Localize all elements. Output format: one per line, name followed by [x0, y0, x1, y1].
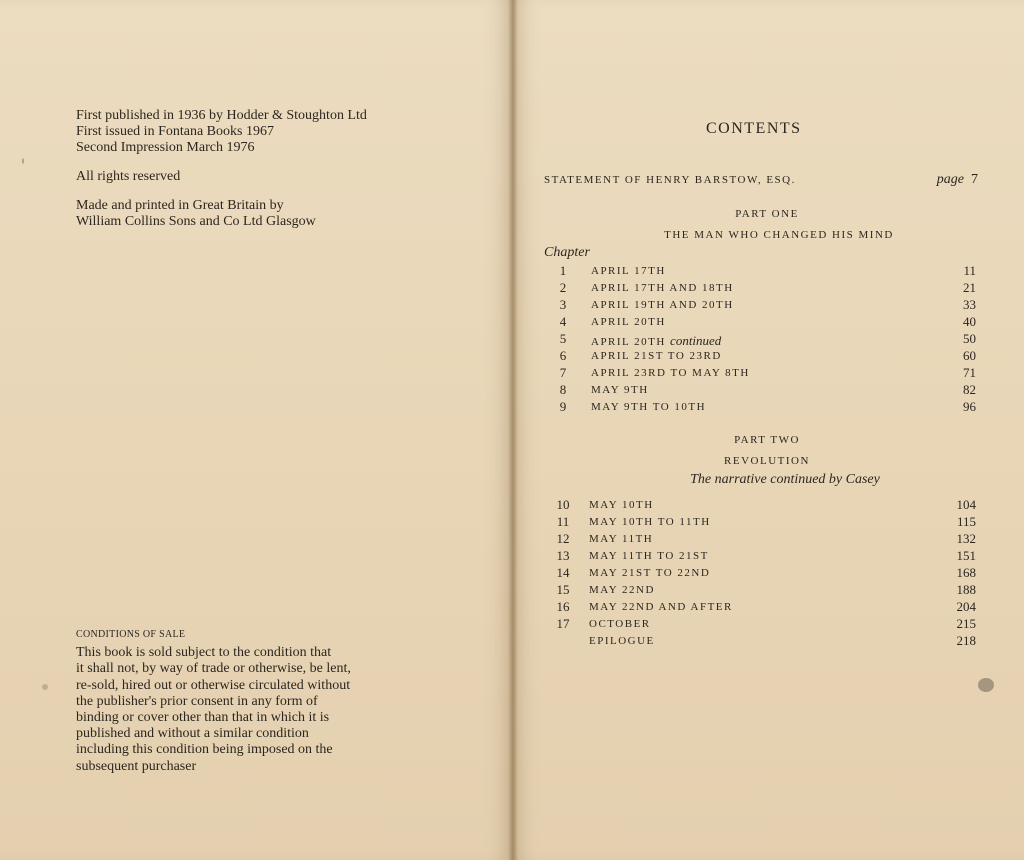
chapter-title: APRIL 17TH AND 18TH — [591, 282, 734, 294]
toc-row — [544, 599, 976, 616]
page-word: page — [936, 172, 964, 187]
chapter-page: 168 — [956, 565, 976, 580]
contents-title: CONTENTS — [706, 120, 802, 137]
chapter-page: 50 — [963, 331, 976, 346]
chapter-title-italic: continued — [670, 333, 722, 348]
chapter-number: 4 — [559, 314, 567, 329]
paper-stain — [978, 678, 994, 692]
part-one-label: PART ONE — [735, 208, 799, 220]
chapter-title: MAY 10TH TO 11TH — [589, 516, 711, 528]
toc-row — [544, 399, 976, 416]
chapter-number: 14 — [556, 565, 570, 580]
toc-row — [544, 514, 976, 531]
chapter-title: APRIL 19TH AND 20TH — [591, 299, 734, 311]
chapter-page: 33 — [963, 297, 976, 312]
chapter-title: MAY 11TH TO 21ST — [589, 550, 709, 562]
statement-title: STATEMENT OF HENRY BARSTOW, ESQ. — [544, 174, 796, 186]
conditions-line: it shall not, by way of trade or otherwise, be lent, — [76, 661, 351, 677]
toc-row — [544, 497, 976, 514]
rights-line: All rights reserved — [76, 169, 181, 184]
chapter-number: 13 — [556, 548, 570, 563]
toc-statement-entry — [544, 174, 984, 186]
part-one-title: THE MAN WHO CHANGED HIS MIND — [664, 229, 894, 241]
conditions-line: This book is sold subject to the condition that — [76, 645, 332, 661]
part-two-title: REVOLUTION — [724, 455, 810, 467]
conditions-line: re-sold, hired out or otherwise circulated without — [76, 677, 351, 693]
conditions-line: the publisher's prior consent in any form of — [76, 693, 318, 709]
chapter-number: 16 — [556, 599, 570, 614]
paper-speck — [22, 158, 24, 164]
chapter-title: MAY 10TH — [589, 499, 654, 511]
toc-row — [544, 582, 976, 599]
chapter-page: 104 — [956, 497, 976, 512]
chapter-number: 17 — [556, 616, 570, 631]
chapter-page: 96 — [963, 399, 976, 414]
chapter-number: 7 — [559, 365, 567, 380]
toc-row — [544, 565, 976, 582]
chapter-column-label: Chapter — [544, 245, 590, 260]
part-two-label: PART TWO — [734, 434, 800, 446]
conditions-heading: CONDITIONS OF SALE — [76, 629, 186, 640]
chapter-number: 12 — [556, 531, 570, 546]
printer-notice — [76, 198, 436, 230]
chapter-title: MAY 9TH — [591, 384, 649, 396]
chapter-page: 82 — [963, 382, 976, 397]
publication-line: Second Impression March 1976 — [76, 140, 255, 155]
part-two-chapter-list — [544, 497, 976, 650]
chapter-title: MAY 22ND — [589, 584, 655, 596]
printer-line: William Collins Sons and Co Ltd Glasgow — [76, 214, 316, 229]
chapter-page: 71 — [963, 365, 976, 380]
chapter-title: APRIL 21ST TO 23RD — [591, 350, 722, 362]
imprint-block — [76, 108, 436, 243]
chapter-title — [591, 333, 721, 349]
chapter-number: 5 — [559, 331, 567, 346]
chapter-page: 188 — [956, 582, 976, 597]
page-number: 7 — [971, 172, 978, 187]
chapter-page: 60 — [963, 348, 976, 363]
chapter-number: 2 — [559, 280, 567, 295]
chapter-title: APRIL 20TH — [591, 316, 666, 328]
conditions-line: binding or cover other than that in which it is — [76, 710, 330, 726]
conditions-line: subsequent purchaser — [76, 758, 197, 774]
chapter-title: MAY 22ND AND AFTER — [589, 601, 733, 613]
toc-row — [544, 531, 976, 548]
chapter-page: 40 — [963, 314, 976, 329]
chapter-number: 9 — [559, 399, 567, 414]
conditions-line: published and without a similar condition — [76, 726, 309, 742]
chapter-page: 215 — [956, 616, 976, 631]
chapter-title: EPILOGUE — [589, 635, 655, 647]
toc-row — [544, 365, 976, 382]
publication-history — [76, 108, 436, 156]
chapter-page: 218 — [956, 633, 976, 648]
chapter-number: 6 — [559, 348, 567, 363]
chapter-page: 204 — [956, 599, 976, 614]
toc-row — [544, 280, 976, 297]
chapter-page: 21 — [963, 280, 976, 295]
publication-line: First published in 1936 by Hodder & Stoughton Ltd — [76, 108, 367, 123]
conditions-of-sale — [76, 627, 406, 775]
toc-row — [544, 263, 976, 280]
chapter-number: 3 — [559, 297, 567, 312]
conditions-line: including this condition being imposed on the — [76, 742, 333, 758]
paper-speck — [42, 684, 48, 690]
chapter-number: 1 — [559, 263, 567, 278]
printer-line: Made and printed in Great Britain by — [76, 198, 284, 213]
chapter-title: MAY 11TH — [589, 533, 654, 545]
rights-notice — [76, 169, 436, 185]
chapter-page: 11 — [963, 263, 976, 278]
book-gutter — [508, 0, 518, 860]
chapter-title-text: APRIL 20TH — [591, 336, 666, 348]
chapter-title: APRIL 23RD TO MAY 8TH — [591, 367, 750, 379]
chapter-title: OCTOBER — [589, 618, 651, 630]
toc-row — [544, 348, 976, 365]
chapter-title: APRIL 17TH — [591, 265, 666, 277]
part-two-subtitle: The narrative continued by Casey — [690, 472, 880, 487]
chapter-page: 151 — [956, 548, 976, 563]
statement-page — [937, 172, 978, 188]
chapter-title: MAY 9TH TO 10TH — [591, 401, 707, 413]
chapter-page: 132 — [956, 531, 976, 546]
toc-row — [544, 331, 976, 348]
chapter-number: 15 — [556, 582, 570, 597]
publication-line: First issued in Fontana Books 1967 — [76, 124, 274, 139]
part-one-chapter-list — [544, 263, 976, 416]
chapter-title: MAY 21ST TO 22ND — [589, 567, 711, 579]
chapter-number: 11 — [556, 514, 570, 529]
toc-row — [544, 633, 976, 650]
toc-row — [544, 314, 976, 331]
toc-row — [544, 382, 976, 399]
toc-row — [544, 297, 976, 314]
chapter-number: 8 — [559, 382, 567, 397]
toc-row — [544, 616, 976, 633]
chapter-number: 10 — [556, 497, 570, 512]
chapter-page: 115 — [956, 514, 976, 529]
toc-row — [544, 548, 976, 565]
